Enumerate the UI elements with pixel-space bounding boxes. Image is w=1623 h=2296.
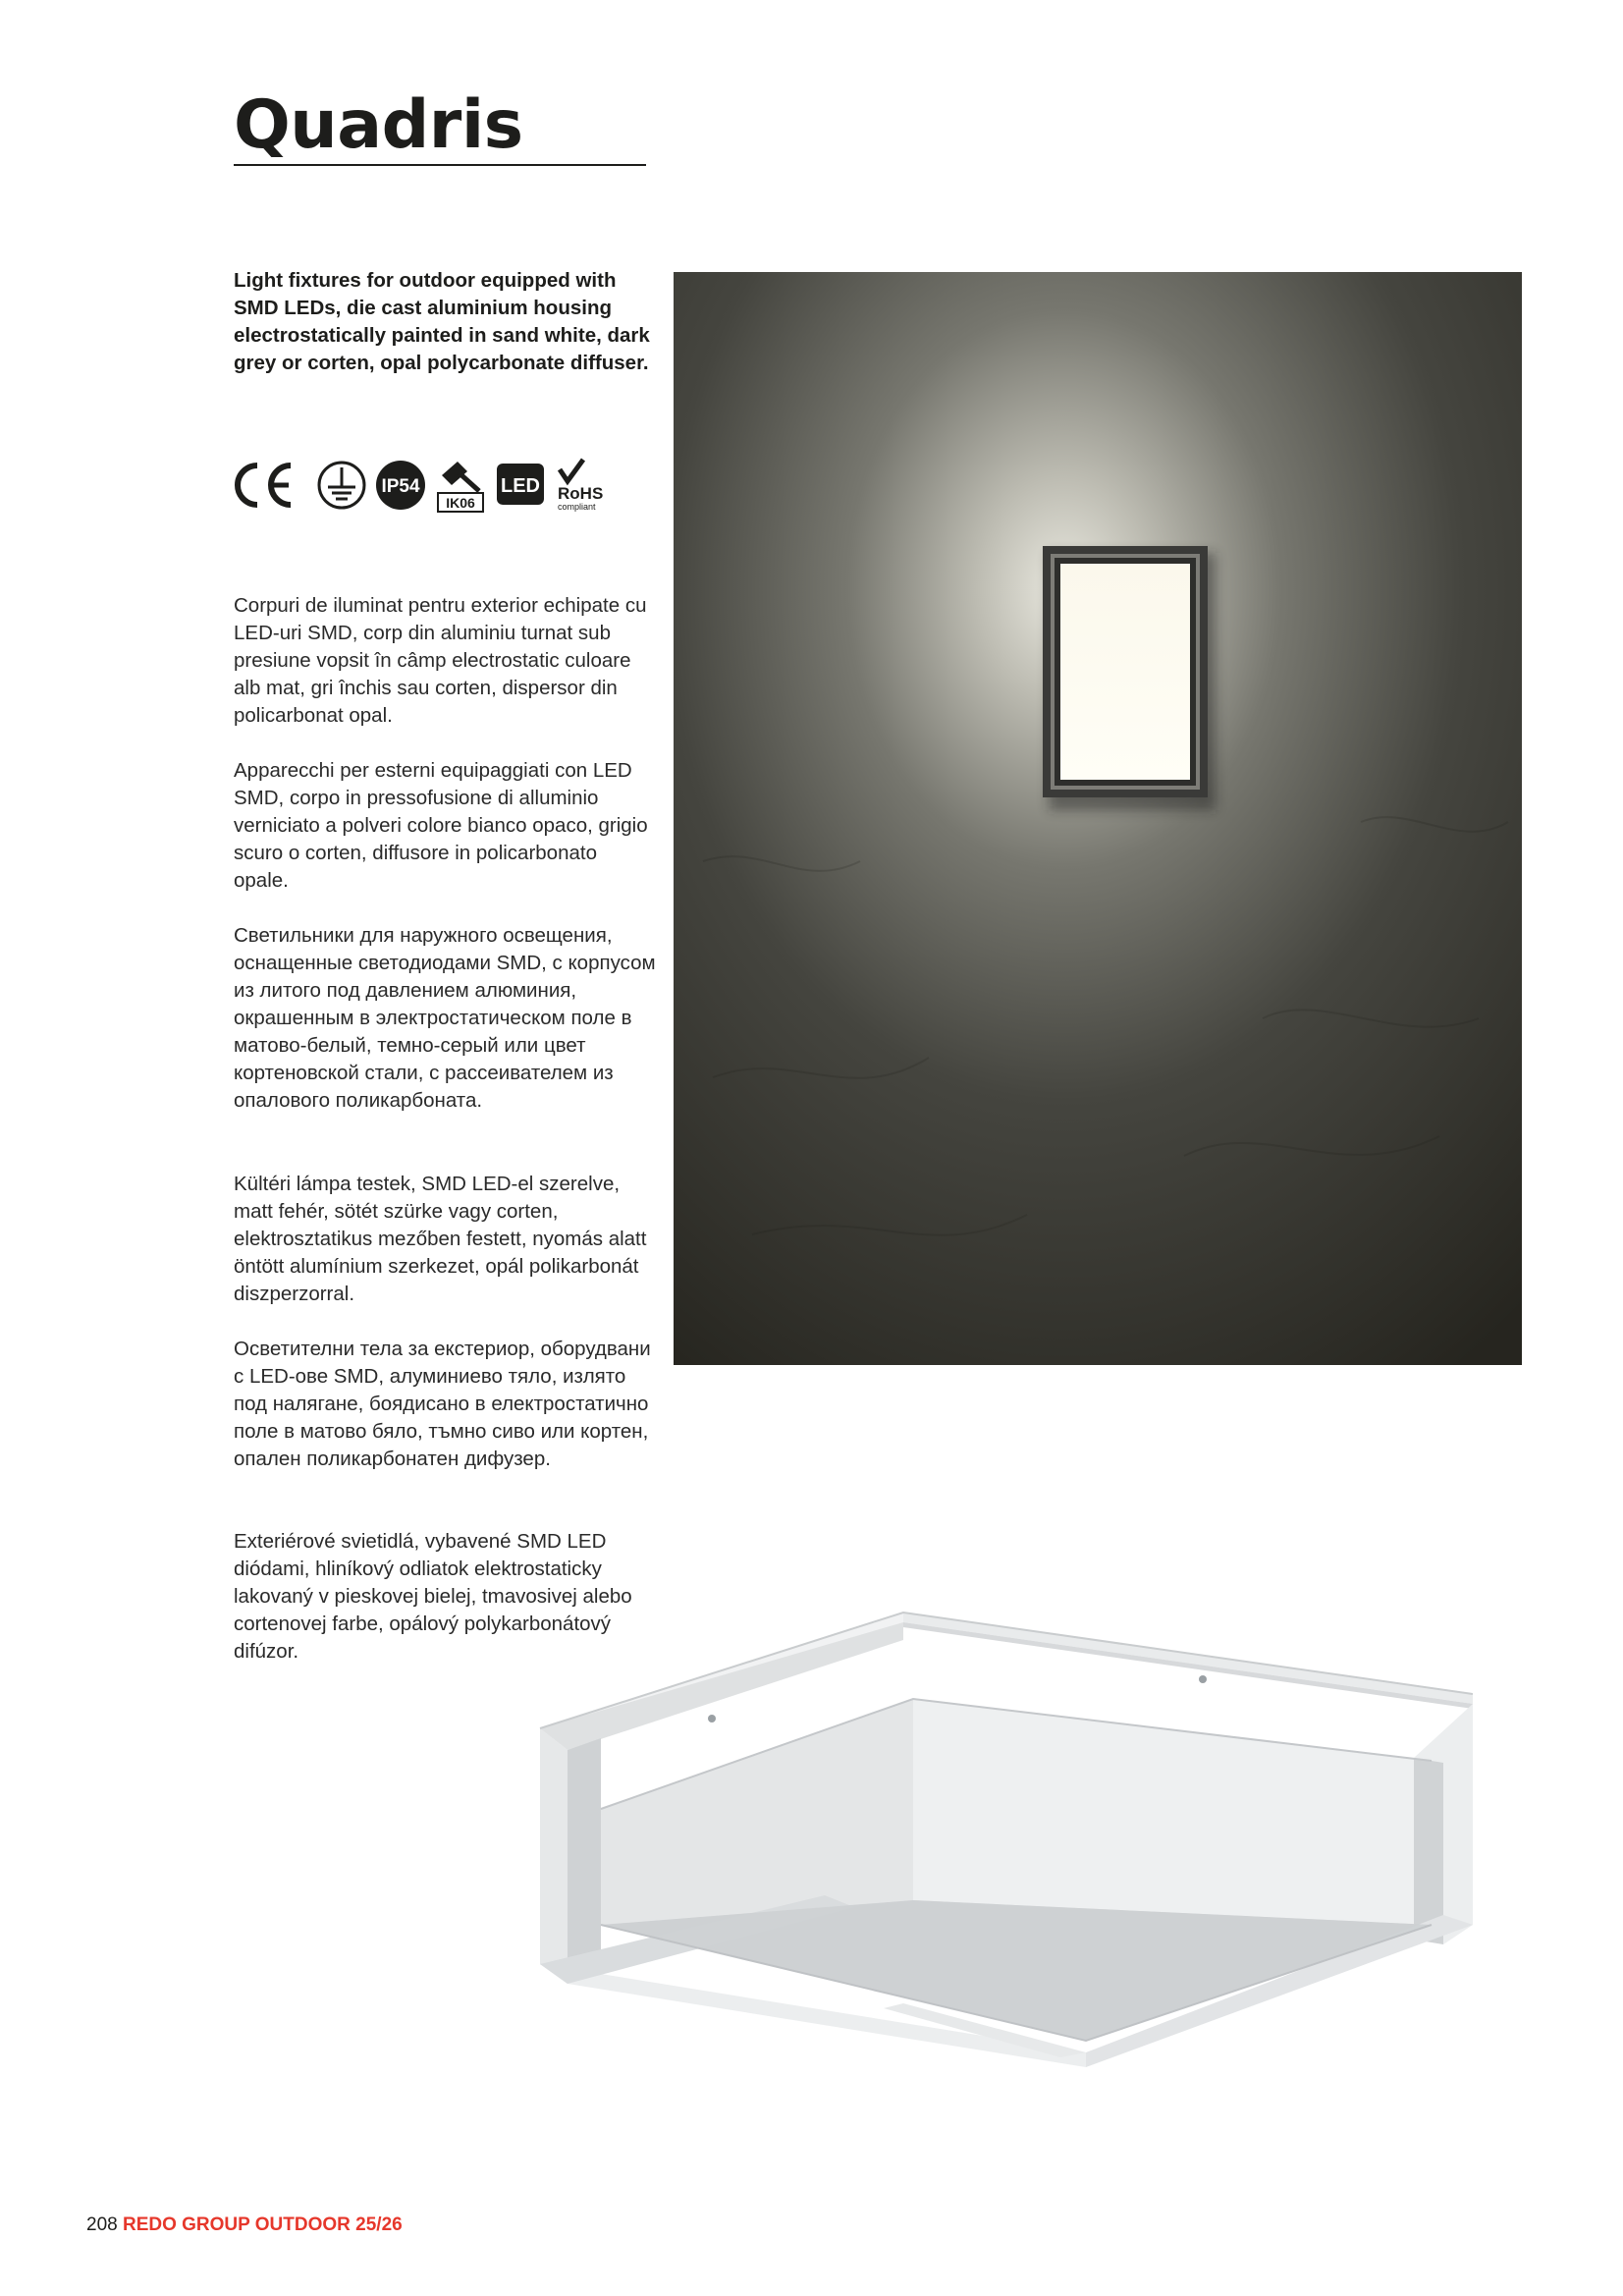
wall-lamp-photo	[674, 272, 1522, 1365]
ik06-icon	[438, 462, 483, 512]
description-hu: Kültéri lámpa testek, SMD LED-el szerelve, matt fehér, sötét szürke vagy corten, elektrosztatikus mezőben festett, nyomás alatt öntött alumínium szerkezet, opál polikarbonát diszperzorral.	[234, 1173, 647, 1305]
rohs-icon	[558, 460, 603, 512]
page-footer	[86, 2214, 403, 2237]
ceiling-lamp-photo	[530, 1601, 1473, 2082]
ce-mark-icon	[238, 465, 291, 505]
page-number: 208	[86, 2214, 118, 2235]
description-it: Apparecchi per esterni equipaggiati con LED SMD, corpo in pressofusione di alluminio verniciato a polveri colore bianco opaco, grigio scuro o corten, diffusore in policarbonato opale.	[234, 759, 648, 892]
description-bg: Осветителни тела за екстериор, оборудвани с LED-ове SMD, алуминиево тяло, излято под налягане, боядисано в електростатично поле в матово бяло, тъмно сиво или кортен, опален поликарбонатен дифузер.	[234, 1338, 651, 1470]
certification-icons	[234, 458, 617, 513]
ip54-icon	[376, 461, 425, 510]
description-ru: Светильники для наружного освещения, оснащенные светодиодами SMD, с корпусом из литого под давлением алюминия, окрашенным в электростатическом поле в матово-белый, темно-серый или цвет кортеновской стали, с рассеивателем из опалового поликарбоната.	[234, 924, 656, 1112]
description-ro: Corpuri de iluminat pentru exterior echipate cu LED-uri SMD, corp din aluminiu turnat sub presiune vopsit în câmp electrostatic culoare alb mat, gri închis sau corten, dispersor din policarbonat opal.	[234, 594, 647, 727]
description-en: Light fixtures for outdoor equipped with SMD LEDs, die cast aluminium housing electrostatically painted in sand white, dark grey or corten, opal polycarbonate diffuser.	[234, 269, 650, 374]
footer-brand: REDO GROUP OUTDOOR 25/26	[122, 2214, 403, 2235]
title-underline	[234, 164, 646, 166]
ip54-label: IP54	[381, 476, 420, 497]
description-sk: Exteriérové svietidlá, vybavené SMD LED diódami, hliníkový odliatok elektrostaticky lakovaný v pieskovej bielej, tmavosivej alebo cortenovej farbe, opálový polykarbonátový difúzor.	[234, 1530, 632, 1663]
rohs-compliant-label: compliant	[558, 502, 596, 512]
product-title: Quadris	[234, 86, 523, 164]
earth-ground-icon	[319, 463, 364, 508]
rohs-label: RoHS	[558, 484, 604, 503]
ik06-label: IK06	[446, 495, 475, 511]
led-label: LED	[501, 475, 540, 497]
led-icon	[497, 464, 544, 505]
